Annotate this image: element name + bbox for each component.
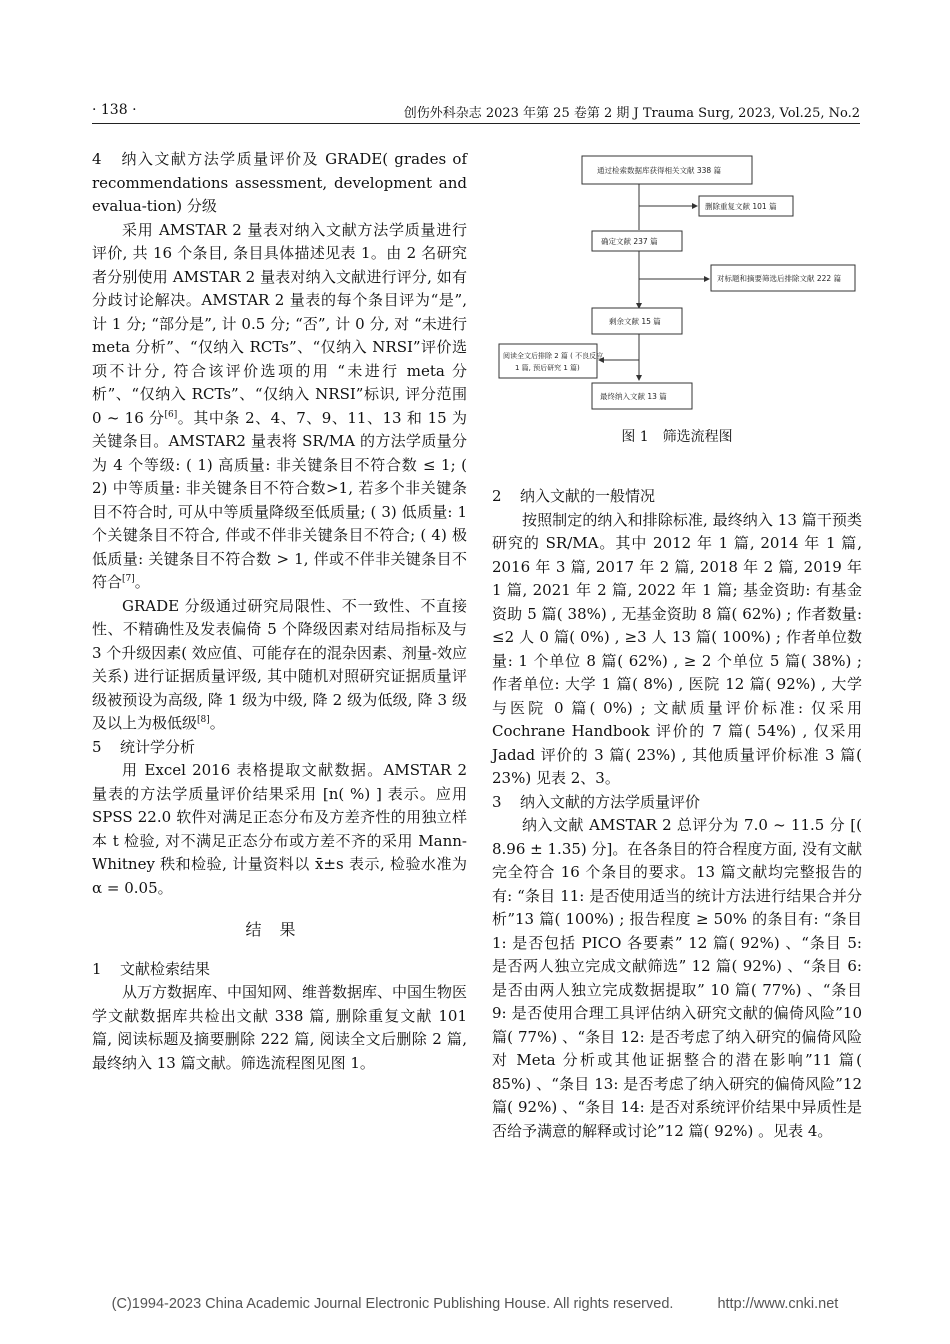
flow-label: 最终纳入文献 13 篇 [600, 392, 667, 401]
section-5-heading [92, 736, 467, 760]
section-number: 5 [92, 737, 102, 756]
journal-citation: 创伤外科杂志 2023 年第 25 卷第 2 期 J Trauma Surg, 2023, Vol.25, No.2 [403, 106, 860, 121]
paragraph: 从万方数据库、中国知网、维普数据库、中国生物医学文献数据库共检出文献 338 篇, 删除重复文献 101 篇, 阅读标题及摘要删除 222 篇, 阅读全文后删除 2 篇, 最终纳入 13 篇文献。筛选流程图见图 1。 [92, 983, 468, 1072]
page-number: · 138 · [92, 102, 137, 118]
flow-label: 1 篇, 预后研究 1 篇) [515, 364, 580, 372]
citation-ref: [8] [197, 715, 210, 725]
flow-label: 通过检索数据库获得相关文献 338 篇 [597, 166, 722, 175]
page-footer [0, 1296, 950, 1312]
section-title: 纳入文献的方法学质量评价 [520, 792, 701, 811]
section-title: 统计学分析 [120, 737, 196, 756]
results-2-heading [492, 485, 862, 509]
flow-box-fulltext-excluded [499, 344, 597, 378]
section-number: 4 [92, 150, 102, 168]
figure-label: 图 1 [621, 429, 649, 445]
right-column [492, 485, 862, 1143]
paragraph-text: 。其中条 2、4、7、9、11、13 和 15 为关键条目。AMSTAR2 量表将 SR/MA 的方法学质量分为 4 个等级: ( 1) 高质量: 非关键条目不符合数 ≤ 1; ( 2) 中等质量: 非关键条目不符合数>1, 若多个非关键条目不符合时, 可从中等质量降级至低质量; ( 3) 低质量: 1 个关键条目不符合, 伴或不伴非关键条目不符合; ( 4) 极低质量: 关键条目不符合数 > 1, 伴或不伴非关键条目不符合 [92, 408, 467, 591]
citation-ref: [7] [122, 574, 135, 584]
flow-label: 阅读全文后排除 2 篇 ( 不良反应 [503, 352, 604, 360]
punctuation: 。 [134, 573, 150, 591]
paragraph [92, 219, 467, 595]
figure-title: 筛选流程图 [662, 429, 733, 445]
left-column [92, 148, 467, 1075]
citation-ref: [6] [164, 409, 178, 420]
copyright-notice: (C)1994-2023 China Academic Journal Electronic Publishing House. All rights reserved. [111, 1296, 674, 1312]
punctuation: 。 [209, 714, 225, 732]
section-4-heading [92, 148, 467, 219]
flow-label: 剩余文献 15 篇 [609, 317, 661, 326]
figure-caption [492, 426, 862, 446]
flow-label: 确定文献 237 篇 [601, 237, 658, 246]
results-heading: 结果 [245, 920, 314, 939]
paragraph [92, 595, 467, 736]
section-number: 2 [492, 487, 502, 505]
results-1-heading [92, 958, 467, 982]
section-number: 1 [92, 959, 102, 978]
running-header [92, 102, 860, 124]
section-number: 3 [492, 792, 502, 811]
flowchart [497, 148, 862, 418]
paragraph: 用 Excel 2016 表格提取文献数据。AMSTAR 2 量表的方法学质量评价结果采用 [n( %) ] 表示。应用 SPSS 22.0 软件对满足正态分布及方差齐性的用独立样本 t 检验, 对不满足正态分布或方差不齐的采用 Mann-Whitney 秩和检验, 计量资料以 x̄±s 表示, 检验水准为 α = 0.05。 [92, 761, 467, 897]
flow-label: 对标题和摘要筛选后排除文献 222 篇 [717, 274, 842, 283]
section-title: 纳入文献方法学质量评价及 GRADE( grades of recommendations assessment, development and evalua-tion) 分级 [92, 150, 467, 215]
section-title: 文献检索结果 [120, 959, 211, 978]
paragraph-text: GRADE 分级通过研究局限性、不一致性、不直接性、不精确性及发表偏倚 5 个降级因素对结局指标及与 3 个升级因素( 效应值、可能存在的混杂因素、剂量-效应关系) 进行证据质量评级, 其中随机对照研究证据质量评级被预设为高级, 降 1 级为中级, 降 2 级为低级, 降 3 级及以上为极低级 [92, 596, 468, 732]
footer-url: http://www.cnki.net [717, 1296, 839, 1312]
paragraph: 按照制定的纳入和排除标准, 最终纳入 13 篇干预类研究的 SR/MA。其中 2012 年 1 篇, 2014 年 1 篇, 2016 年 3 篇, 2017 年 2 篇, 2018 年 2 篇, 2019 年 1 篇, 2021 年 2 篇, 2022 年 1 篇; 基金资助: 有基金资助 5 篇( 38%) , 无基金资助 8 篇( 62%) ; 作者数量: ≤2 人 0 篇( 0%) , ≥3 人 13 篇( 100%) ; 作者单位数量: 1 个单位 8 篇( 62%) , ≥ 2 个单位 5 篇( 38%) ; 作者单位: 大学 1 篇( 8%) , 医院 12 篇( 92%) , 大学与医院 0 篇( 0%) ; 文献质量评价标准: 仅采用 Cochrane Handbook 评价的 7 篇( 54%) , 仅采用 Jadad 评价的 3 篇( 23%) , 其他质量评价标准 3 篇( 23%) 见表 2、3。 [492, 510, 862, 787]
paragraph-text: 采用 AMSTAR 2 量表对纳入文献方法学质量进行评价, 共 16 个条目, 条目具体描述见表 1。由 2 名研究者分别使用 AMSTAR 2 量表对纳入文献进行评分, 如有分歧讨论解决。AMSTAR 2 量表的每个条目评为“是”, 计 1 分; “部分是”, 计 0.5 分; “否”, 计 0 分, 对 “未进行 meta 分析”、“仅纳入 RCTs”、“仅纳入 NRSI”评价选项不计分, 符合该评价选项的用 “未进行 meta 分析”、“仅纳入 RCTs”、“仅纳入 NRSI”标识, 评分范围 0 ~ 16 分 [92, 220, 467, 427]
paragraph: 纳入文献 AMSTAR 2 总评分为 7.0 ~ 11.5 分 [( 8.96 ± 1.35) 分]。在各条目的符合程度方面, 没有文献完全符合 16 个条目的要求。13 篇文献均完整报告的有: “条目 11: 是否使用适当的统计方法进行结果合并分析”13 篇( 100%) ; 报告程度 ≥ 50% 的条目有: “条目 1: 是否包括 PICO 各要素” 12 篇( 92%) 、“条目 5: 是否两人独立完成文献筛选” 12 篇( 92%) 、“条目 6: 是否由两人独立完成数据提取” 10 篇( 77%) 、“条目 9: 是否使用合理工具评估纳入研究文献的偏倚风险”10 篇( 77%) 、“条目 12: 是否考虑了纳入研究的偏倚风险对 Meta 分析或其他证据整合的潜在影响”11 篇( 85%) 、“条目 13: 是否考虑了纳入研究的偏倚风险”12 篇( 92%) 、“条目 14: 是否对系统评价结果中异质性是否给予满意的解释或讨论”12 篇( 92%) 。见表 4。 [492, 816, 862, 1140]
results-3-heading [492, 791, 862, 815]
flow-label: 删除重复文献 101 篇 [705, 202, 777, 211]
section-title: 纳入文献的一般情况 [520, 487, 656, 505]
